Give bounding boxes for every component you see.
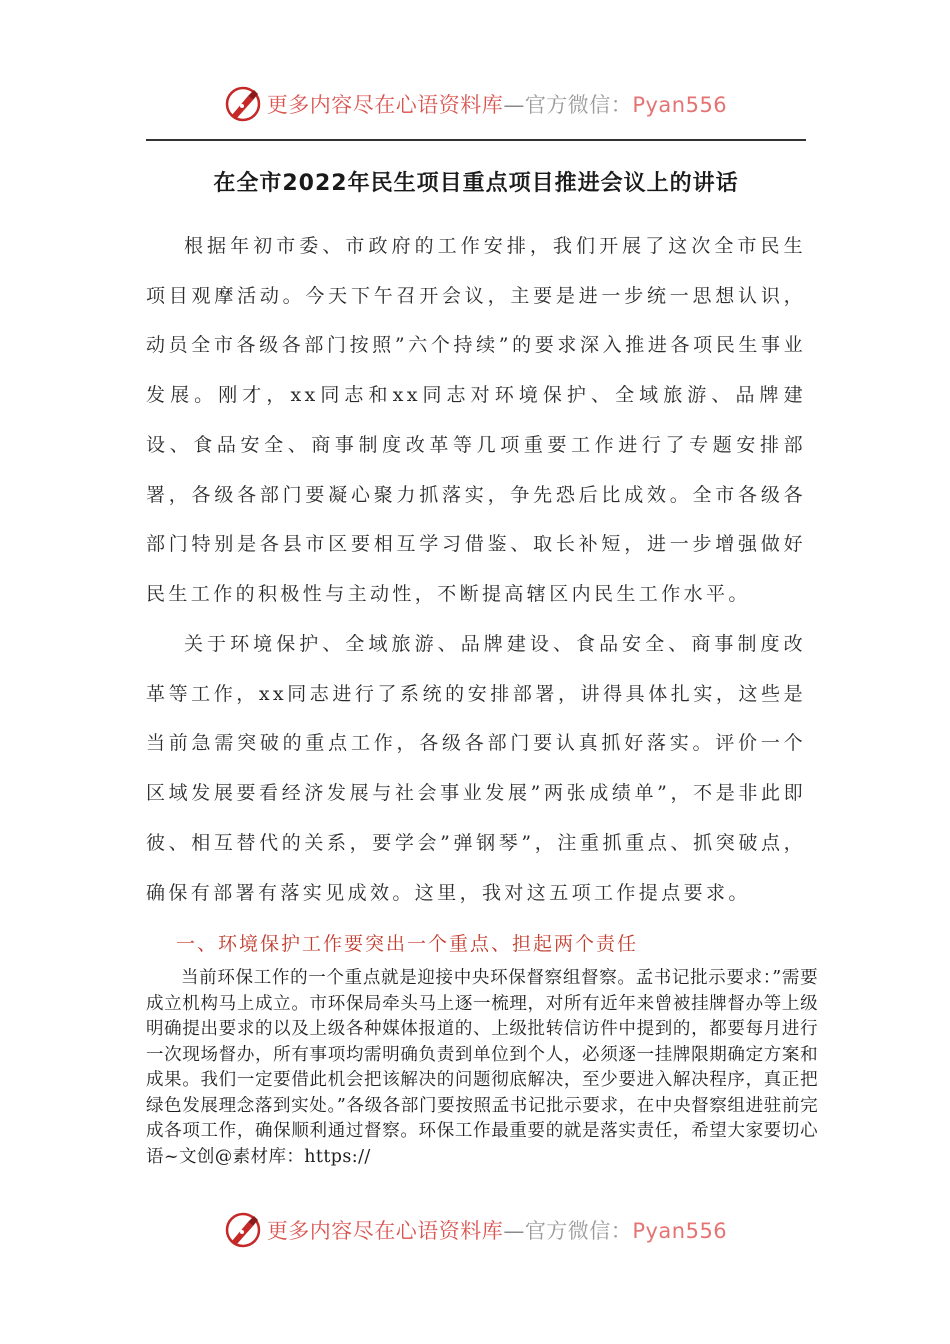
banner-dash: — [503, 1219, 525, 1243]
banner-dash: — [503, 93, 525, 117]
banner-site-name: 更多内容尽在心语资料库 [266, 1219, 504, 1243]
banner-wechat-id: Pyan556 [632, 93, 728, 117]
pen-nib-logo-icon [223, 1210, 263, 1250]
document-title: 在全市2022年民生项目重点项目推进会议上的讲话 [213, 171, 739, 196]
pen-nib-logo-icon [223, 84, 263, 124]
footer-banner [0, 1208, 950, 1252]
paragraph-1: 根据年初市委、市政府的工作安排，我们开展了这次全市民生项目观摩活动。今天下午召开会议，主要是进一步统一思想认识，动员全市各级各部门按照”六个持续”的要求深入推进各项民生事业发展。刚才，xx同志和xx同志对环境保护、全域旅游、品牌建设、食品安全、商事制度改革等几项重要工作进行了专题安排部署，各级各部门要凝心聚力抓落实，争先恐后比成效。全市各级各部门特别是各县市区要相互学习借鉴、取长补短，进一步增强做好民生工作的积极性与主动性，不断提高辖区内民生工作水平。 [146, 235, 806, 605]
banner-wechat-label: 官方微信： [524, 93, 633, 117]
banner-wechat-id: Pyan556 [632, 1219, 728, 1243]
header-banner [0, 82, 950, 126]
section-heading-1: 一、环境保护工作要突出一个重点、担起两个责任 [176, 933, 639, 955]
header-divider [146, 139, 806, 141]
banner-site-name: 更多内容尽在心语资料库 [266, 93, 504, 117]
section-1-paragraph: 当前环保工作的一个重点就是迎接中央环保督察组督察。孟书记批示要求：”需要成立机构马上成立。市环保局牵头马上逐一梳理，对所有近年来曾被挂牌督办等上级明确提出要求的以及上级各种媒体报道的、上级批转信访件中提到的，都要每月进行一次现场督办，所有事项均需明确负责到单位到个人，必须逐一挂牌限期确定方案和成果。我们一定要借此机会把该解决的问题彻底解决，至少要进入解决程序，真正把绿色发展理念落到实处。”各级各部门要按照孟书记批示要求，在中央督察组进驻前完成各项工作，确保顺利通过督察。环保工作最重要的就是落实责任，希望大家要切心语~文创@素材库：https:// [146, 968, 818, 1167]
banner-text [267, 89, 727, 119]
banner-wechat-label: 官方微信： [524, 1219, 633, 1243]
banner-text [267, 1215, 727, 1245]
paragraph-2: 关于环境保护、全域旅游、品牌建设、食品安全、商事制度改革等工作，xx同志进行了系统的安排部署，讲得具体扎实，这些是当前急需突破的重点工作，各级各部门要认真抓好落实。评价一个区域发展要看经济发展与社会事业发展”两张成绩单”，不是非此即彼、相互替代的关系，要学会”弹钢琴”，注重抓重点、抓突破点，确保有部署有落实见成效。这里，我对这五项工作提点要求。 [146, 633, 806, 904]
